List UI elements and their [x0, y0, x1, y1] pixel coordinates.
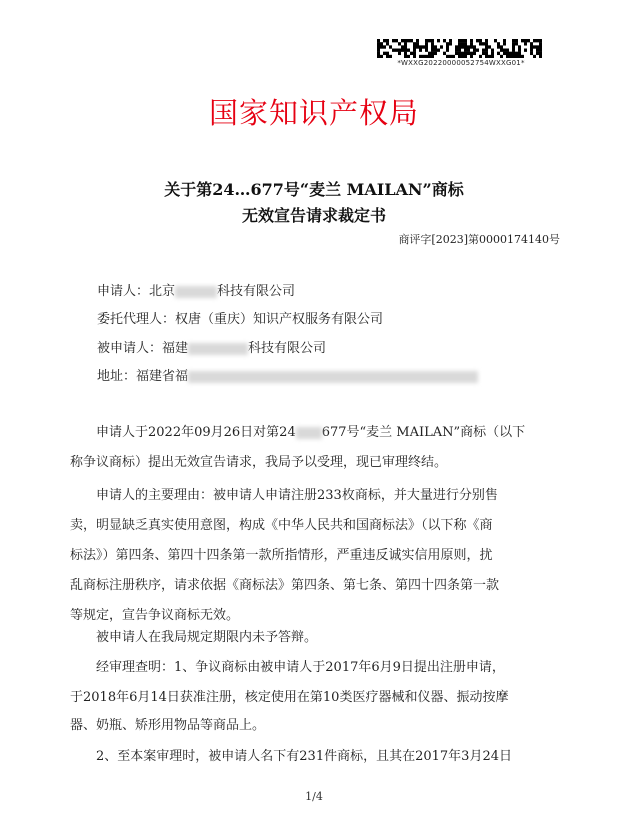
agent-label: 委托代理人：: [97, 312, 176, 327]
page-number: 1/4: [305, 790, 323, 803]
address-label: 地址：: [97, 369, 137, 384]
applicant-line: [97, 280, 295, 299]
respondent-label: 被申请人：: [97, 341, 163, 356]
applicant-name-end: 科技有限公司: [217, 284, 296, 299]
respondent-name-end: 科技有限公司: [248, 341, 327, 356]
document-title-line1: 关于第24…677号“麦兰 MAILAN”商标: [164, 180, 464, 199]
paragraph-line: 标法》）第四条、第四十四条第一款所指情形，严重违反诚实信用原则，扰: [70, 548, 493, 563]
redacted-block: [188, 371, 478, 383]
redacted-block: [175, 286, 217, 298]
paragraph-line: 经审理查明：1、争议商标由被申请人于2017年6月9日提出注册申请，: [96, 660, 505, 675]
paragraph-line: 2、至本案审理时，被申请人名下有231件商标，且其在2017年3月24日: [96, 749, 512, 764]
paragraph-line: 乱商标注册秩序，请求依据《商标法》第四条、第七条、第四十四条第一款: [70, 578, 500, 593]
paragraph-line: 等规定，宣告争议商标无效。: [70, 608, 240, 623]
paragraph-line: 器、奶瓶、矫形用物品等商品上。: [70, 718, 266, 733]
paragraph-line: 称争议商标）提出无效宣告请求，我局予以受理，现已审理终结。: [70, 455, 448, 470]
respondent-name-start: 福建: [162, 341, 189, 356]
applicant-label: 申请人：: [97, 284, 150, 299]
agent-name: 权唐（重庆）知识产权服务有限公司: [175, 312, 384, 327]
paragraph-line: 卖，明显缺乏真实使用意图，构成《中华人民共和国商标法》（以下称《商: [70, 518, 493, 533]
body-text: 申请人于2022年09月26日对第24: [96, 425, 296, 440]
paragraph-line: [96, 418, 570, 448]
applicant-name-start: 北京: [149, 284, 176, 299]
document-number: 商评字[2023]第0000174140号: [398, 233, 560, 246]
issuing-authority: 国家知识产权局: [208, 96, 419, 130]
document-title-line2: 无效宣告请求裁定书: [241, 206, 386, 225]
paragraph-line: 申请人的主要理由：被申请人申请注册233枚商标，并大量进行分别售: [96, 488, 498, 503]
respondent-line: [97, 337, 326, 356]
redacted-block: [296, 427, 322, 439]
agent-line: [97, 308, 383, 327]
body-text: 677号“麦兰 MAILAN”商标（以下: [321, 425, 526, 440]
address-line: [97, 365, 478, 384]
barcode-number: *WXXG20220000052754WXXG01*: [397, 59, 525, 67]
paragraph-line: 被申请人在我局规定期限内未予答辩。: [96, 630, 318, 645]
redacted-block: [188, 343, 248, 355]
paragraph-line: 于2018年6月14日获准注册，核定使用在第10类医疗器械和仪器、振动按摩: [70, 690, 509, 705]
barcode: [377, 39, 542, 58]
address-start: 福建省福: [136, 369, 189, 384]
